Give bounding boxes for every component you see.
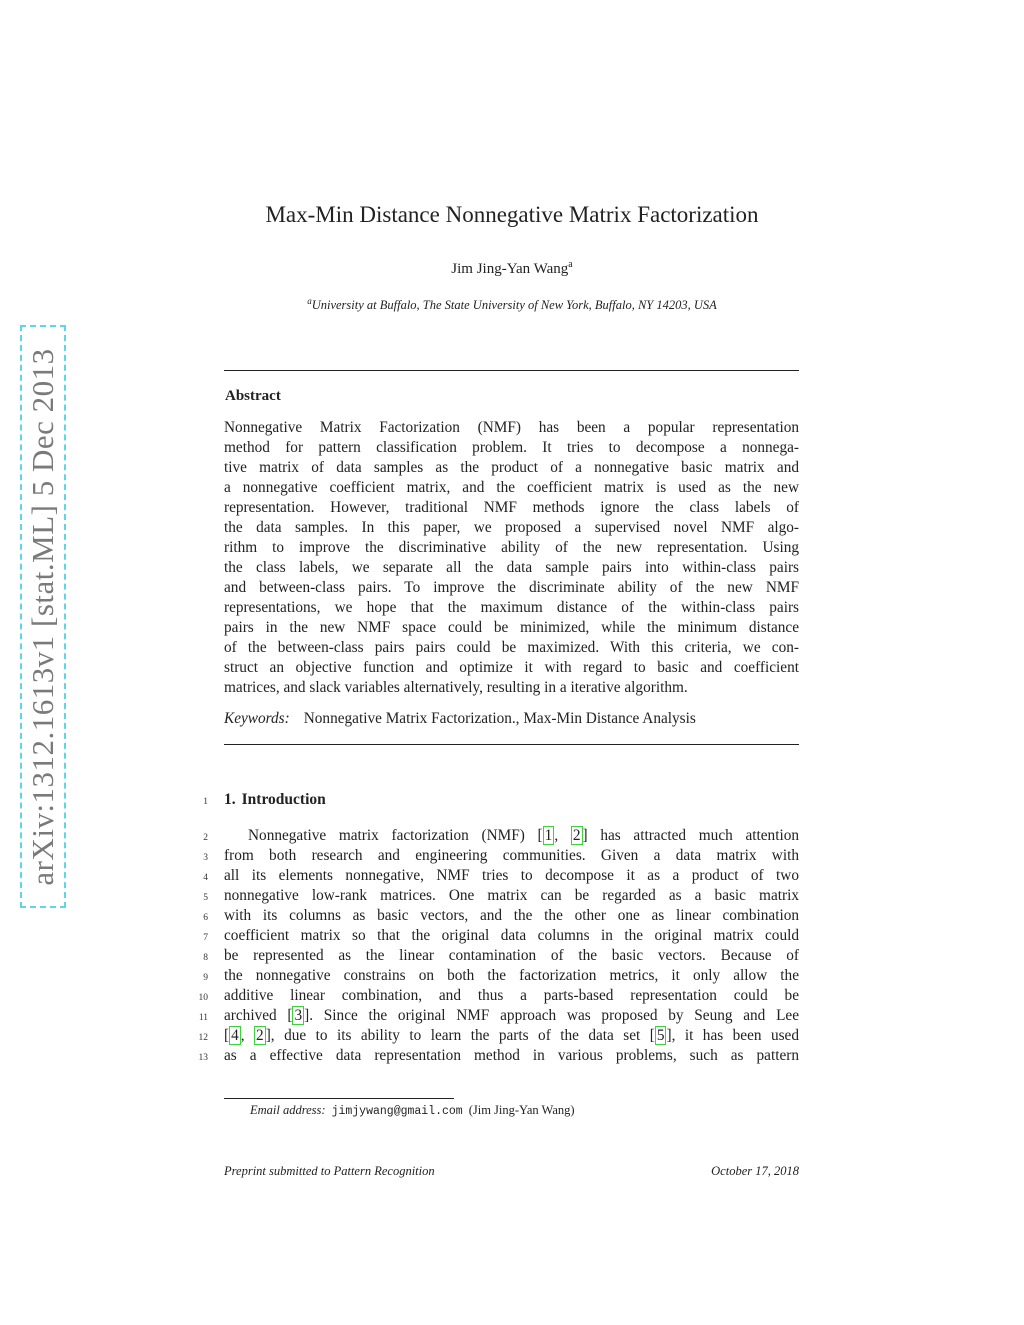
- body-text: ,: [240, 1027, 255, 1044]
- body-text: ] has attracted much attention: [582, 827, 799, 844]
- body-text: ], it has been used: [666, 1027, 799, 1044]
- citation-link[interactable]: 2: [256, 1027, 264, 1044]
- abstract-line: and between-class pairs. To improve the discriminate ability of the new NMF: [224, 579, 799, 596]
- email-link[interactable]: jimjywang@gmail.com: [331, 1105, 463, 1118]
- body-line: nonnegative low-rank matrices. One matrix can be regarded as a basic matrix: [224, 887, 799, 904]
- body-text: ]. Since the original NMF approach was proposed by Seung and Lee: [304, 1007, 799, 1024]
- footnote-label: Email address:: [250, 1103, 326, 1117]
- citation-link[interactable]: 1: [544, 827, 553, 844]
- line-number: 10: [198, 993, 208, 1003]
- body-line: with its columns as basic vectors, and the the other one as linear combination: [224, 907, 799, 924]
- line-number: 9: [203, 973, 208, 983]
- line-number: 11: [198, 1013, 208, 1023]
- footer-date: October 17, 2018: [711, 1164, 799, 1178]
- abstract-line: pairs in the new NMF space could be minimized, while the minimum distance: [224, 619, 799, 636]
- body-line: all its elements nonnegative, NMF tries to decompose it as a product of two: [224, 867, 799, 884]
- affiliation-text: University at Buffalo, The State University of New York, Buffalo, NY 14203, USA: [311, 298, 717, 313]
- citation-link[interactable]: 2: [572, 827, 581, 844]
- citation-link[interactable]: 3: [294, 1007, 303, 1024]
- abstract-bottom-rule: [224, 744, 799, 745]
- footnote-name: (Jim Jing-Yan Wang): [468, 1103, 575, 1117]
- keywords-label: Keywords:: [224, 710, 290, 727]
- abstract-line: representations, we hope that the maximum distance of the within-class pairs: [224, 599, 799, 616]
- citation-link[interactable]: 5: [656, 1027, 665, 1044]
- body-line: [248, 826, 799, 846]
- keywords-text: Nonnegative Matrix Factorization., Max-Min Distance Analysis: [303, 710, 696, 727]
- body-line: additive linear combination, and thus a parts-based representation could be: [224, 987, 799, 1004]
- abstract-heading: Abstract: [225, 388, 281, 404]
- line-number: 2: [203, 833, 208, 843]
- body-text: [: [224, 1027, 230, 1044]
- citation-link[interactable]: 4: [231, 1027, 239, 1044]
- footnote-rule: [224, 1098, 454, 1099]
- abstract-line: the data samples. In this paper, we proposed a supervised novel NMF algo-: [224, 519, 799, 536]
- paper-title: Max-Min Distance Nonnegative Matrix Factorization: [265, 202, 759, 227]
- body-line: [224, 1006, 799, 1026]
- abstract-line: struct an objective function and optimize it with regard to basic and coefficient: [224, 659, 799, 676]
- abstract-line: representation. However, traditional NMF methods ignore the class labels of: [224, 499, 799, 516]
- line-number: 5: [203, 893, 208, 903]
- affiliation-mark: a: [307, 296, 312, 306]
- body-line: from both research and engineering communities. Given a data matrix with: [224, 847, 799, 864]
- body-text: ], due to its ability to learn the parts of the data set [: [265, 1027, 655, 1044]
- abstract-line: matrices, and slack variables alternatively, resulting in a iterative algorithm.: [224, 679, 688, 696]
- arxiv-identifier[interactable]: arXiv:1312.1613v1 [stat.ML] 5 Dec 2013: [25, 347, 60, 886]
- body-line: [224, 1026, 799, 1046]
- keywords: [224, 709, 799, 729]
- line-number: 13: [198, 1053, 208, 1063]
- affiliation: [0, 296, 1024, 313]
- abstract-line: a nonnegative coefficient matrix, and the coefficient matrix is used as the new: [224, 479, 799, 496]
- abstract-line: rithm to improve the discriminative ability of the new representation. Using: [224, 539, 799, 556]
- abstract-line: method for pattern classification problem. It tries to decompose a nonnega-: [224, 439, 799, 456]
- line-number: 8: [203, 953, 208, 963]
- abstract-line: of the between-class pairs pairs could be maximized. With this criteria, we con-: [224, 639, 799, 656]
- body-line: coefficient matrix so that the original data columns in the original matrix could: [224, 927, 799, 944]
- abstract-line: Nonnegative Matrix Factorization (NMF) has been a popular representation: [224, 419, 799, 436]
- section-title: Introduction: [241, 791, 326, 808]
- line-number: 6: [203, 913, 208, 923]
- line-number: 7: [203, 933, 208, 943]
- section-heading: [224, 791, 326, 809]
- line-number: 3: [203, 853, 208, 863]
- line-number: 1: [203, 797, 208, 807]
- abstract-line: the class labels, we separate all the data sample pairs into within-class pairs: [224, 559, 799, 576]
- arxiv-stamp[interactable]: [20, 325, 66, 908]
- body-text: ,: [554, 827, 571, 844]
- line-number: 12: [198, 1033, 208, 1043]
- body-line: the nonnegative constrains on both the factorization metrics, it only allow the: [224, 967, 799, 984]
- section-number: 1.: [224, 791, 236, 808]
- author-line: [0, 259, 1024, 278]
- body-line: as a effective data representation method in various problems, such as pattern: [224, 1047, 799, 1064]
- footer-journal: Preprint submitted to Pattern Recognition: [224, 1164, 435, 1178]
- body-text: archived [: [224, 1007, 293, 1024]
- line-number: 4: [203, 873, 208, 883]
- author-affil-mark: a: [568, 259, 573, 270]
- abstract-top-rule: [224, 370, 799, 371]
- footnote: [250, 1103, 575, 1118]
- body-line: be represented as the linear contamination of the basic vectors. Because of: [224, 947, 799, 964]
- body-text: Nonnegative matrix factorization (NMF) [: [248, 827, 543, 844]
- abstract-line: tive matrix of data samples as the product of a nonnegative basic matrix and: [224, 459, 799, 476]
- author-name: Jim Jing-Yan Wang: [451, 261, 569, 277]
